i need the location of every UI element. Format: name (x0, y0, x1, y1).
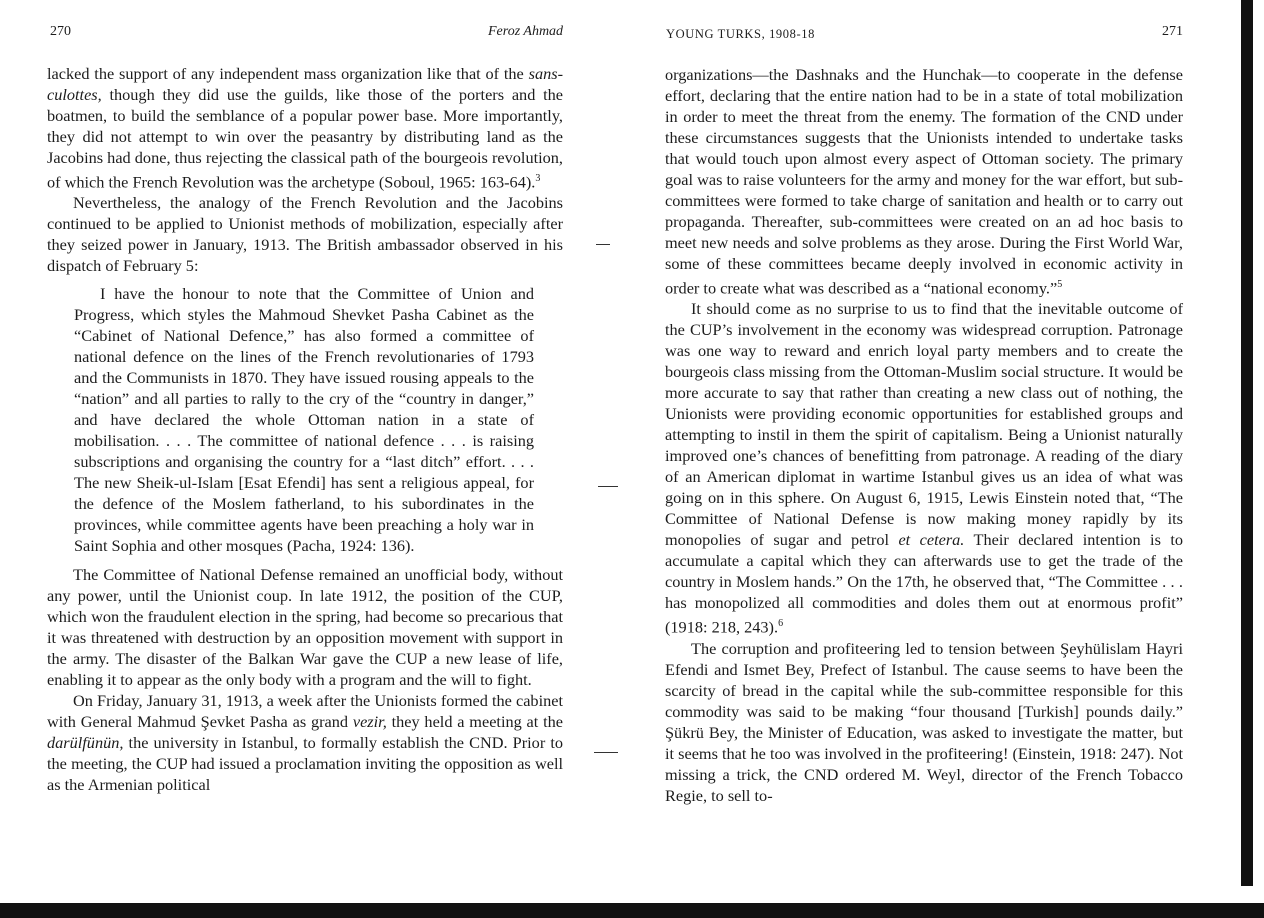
text-run: On Friday, January 31, 1913, a week after the Unionists formed the cabinet with General Mahmud Şevket Pasha as grand (47, 691, 563, 732)
left-page-body (47, 63, 563, 795)
gutter-mark (598, 486, 618, 487)
text-run: Their declared intention is to accumulate a capital which they can afterwards use to get the trade of the country in Moslem hands.” On the 17th, he observed that, “The Committee . . . has monopolized all commodities and doles them out at enormous profit” (1918: 218, 243). (665, 530, 1184, 637)
footnote-ref: 5 (1057, 279, 1063, 290)
paragraph: Nevertheless, the analogy of the French Revolution and the Jacobins continued to be applied to Unionist methods of mobilization, especially after they seized power in January, 1913. The British ambassador observed in his dispatch of February 5: (47, 193, 563, 276)
block-quote: I have the honour to note that the Committee of Union and Progress, which styles the Mahmoud Shevket Pasha Cabinet as the “Cabinet of National Defence,” has also formed a committee of national defence on the lines of the French revolutionaries of 1793 and the Communists in 1870. They have issued rousing appeals to the “nation” and all parties to rally to the cry of the “country in danger,” and have declared the whole Ottoman nation in a state of mobilisation. . . . The committee of national defence . . . is raising subscriptions and organising the country for a “last ditch” effort. . . . The new Sheik-ul-Islam [Esat Efendi] has sent a religious appeal, for the defence of the Moslem fatherland, to his subordinates in the provinces, while committee agents have been preaching a holy war in Saint Sophia and other mosques (Pacha, 1924: 136). (74, 284, 534, 556)
running-head-author: Feroz Ahmad (488, 24, 564, 39)
text-run: lacked the support of any independent mass organization like that of the (47, 64, 529, 83)
italic-term: vezir, (352, 712, 387, 732)
paragraph: The corruption and profiteering led to tension between Şeyhülislam Hayri Efendi and Ismet Bey, Prefect of Istanbul. The cause seems to have been the scarcity of bread in the capital while the sub-committee responsible for this commodity was said to be making “four thousand [Turkish] pounds daily.” Şükrü Bey, the Minister of Education, was asked to investigate the matter, but it seems that he too was involved in the profiteering! (Einstein, 1918: 247). Not missing a trick, the CND ordered M. Weyl, director of the French Tobacco Regie, to sell to- (665, 638, 1183, 805)
left-page (0, 0, 620, 918)
italic-term: sans-culottes, (47, 64, 563, 104)
page-number-right: 271 (1162, 24, 1183, 39)
gutter-mark (594, 752, 618, 753)
gutter-mark (596, 244, 610, 245)
right-page (620, 0, 1264, 918)
text-run: they held a meeting at the (386, 712, 564, 732)
italic-term: et cetera. (898, 530, 965, 550)
paragraph (47, 690, 563, 795)
page-number-left: 270 (50, 24, 71, 39)
running-head-title: YOUNG TURKS, 1908-18 (666, 27, 815, 41)
scan-binding-shadow (1241, 0, 1253, 886)
paragraph (47, 63, 563, 192)
footnote-ref: 6 (778, 618, 784, 630)
scan-bottom-edge (0, 903, 1264, 918)
paragraph: The Committee of National Defense remained an unofficial body, without any power, until the Unionist coup. In late 1912, the position of the CUP, which won the fraudulent election in the spring, had become so precarious that it was threatened with destruction by an opposition movement with support in the army. The disaster of the Balkan War gave the CUP a new lease of life, enabling it to appear as the only body with a program and the will to fight. (47, 565, 563, 690)
text-run: the university in Istanbul, to formally establish the CND. Prior to the meeting, the CUP had issued a proclamation inviting the opposition as well as the Armenian political (47, 733, 563, 795)
right-page-body (665, 64, 1183, 806)
italic-term: darülfünün, (47, 733, 124, 753)
text-run: though they did use the guilds, like those of the porters and the boatmen, to build the semblance of a popular power base. More importantly, they did not attempt to win over the peasantry by distributing land as the Jacobins had done, thus rejecting the classical path of the bourgeois revolution, of which the French Revolution was the archetype (Soboul, 1965: 163-64). (47, 85, 563, 192)
text-run: It should come as no surprise to us to find that the inevitable outcome of the CUP’s involvement in the economy was widespread corruption. Patronage was one way to reward and enrich loyal party members and to create the bourgeois class missing from the Ottoman-Muslim social structure. It would be more accurate to say that rather than creating a new class out of nothing, the Unionists were providing economic opportunities for established groups and attempting to instil in them the spirit of capitalism. Being a Unionist naturally improved one’s chances of benefitting from patronage. A reading of the diary of an American diplomat in wartime Istanbul gives us an idea of what was going on in this sphere. On August 6, 1915, Lewis Einstein noted that, “The Committee of National Defense is now making money rapidly by its monopolies of sugar and petrol (665, 299, 1183, 550)
footnote-ref: 3 (535, 173, 541, 184)
paragraph (665, 64, 1183, 298)
paragraph (665, 298, 1183, 637)
text-run: organizations—the Dashnaks and the Hunchak—to cooperate in the defense effort, declaring that the entire nation had to be in a state of total mobilization in order to meet the threat from the enemy. The formation of the CND under these circumstances suggests that the Unionists intended to undertake tasks that would touch upon almost every aspect of Ottoman society. The primary goal was to raise volunteers for the army and money for the war effort, but sub-committees were formed to take charge of sanitation and health or to carry out propaganda. Thereafter, sub-committees were created on an ad hoc basis to meet new needs and solve problems as they arose. During the First World War, some of these committees became deeply involved in economic activity in order to create what was described as a “national economy.” (665, 65, 1183, 298)
